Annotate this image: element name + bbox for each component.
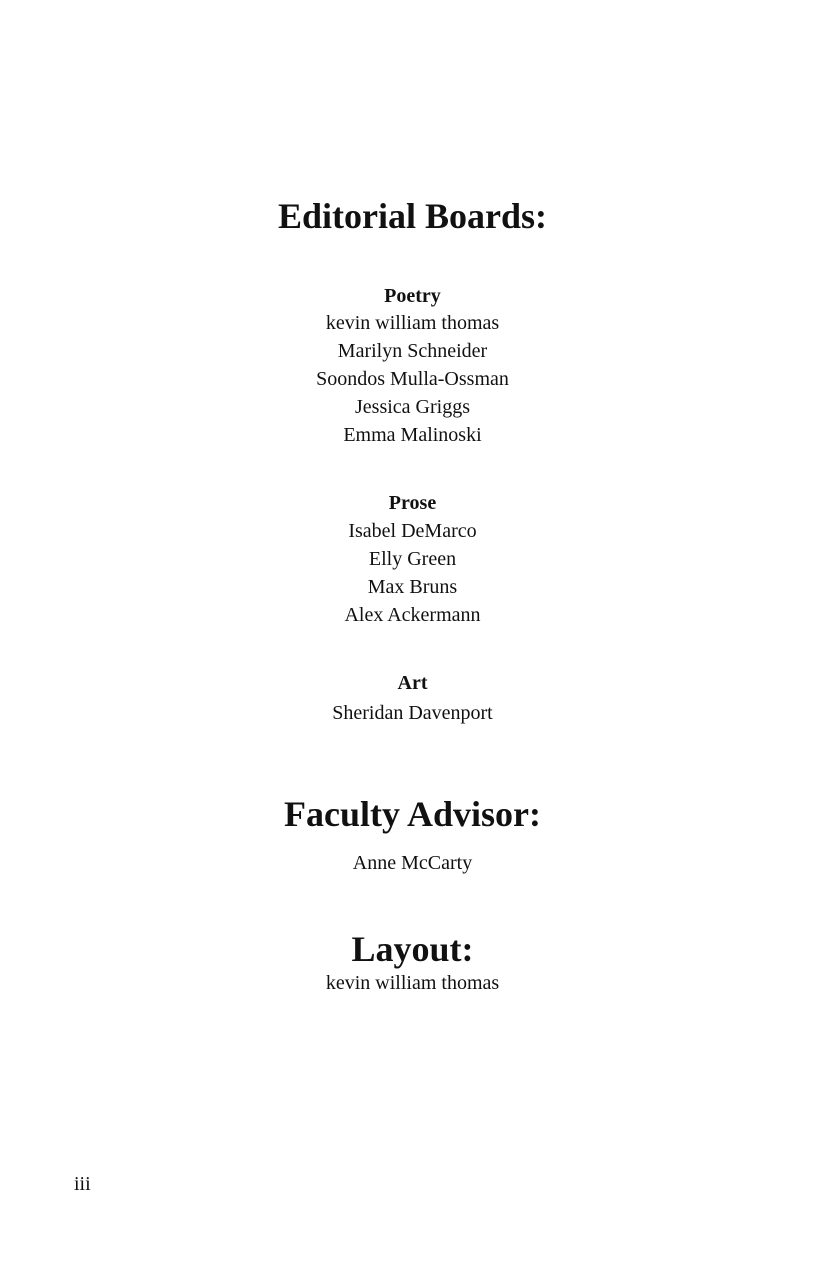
prose-label: Prose [388,492,437,514]
art-members [0,699,825,727]
poetry-label: Poetry [384,285,441,307]
poetry-member: Emma Malinoski [343,424,482,446]
faculty-advisor-heading: Faculty Advisor: [284,794,541,834]
editorial-boards-heading: Editorial Boards: [277,196,547,236]
prose-members [0,517,825,629]
layout-heading: Layout: [351,929,474,969]
faculty-advisor-name: Anne McCarty [352,852,473,874]
poetry-member: Marilyn Schneider [337,340,488,362]
prose-member: Max Bruns [367,576,458,598]
poetry-members [0,309,825,449]
art-label: Art [397,672,428,694]
prose-member: Isabel DeMarco [348,520,477,542]
prose-member: Elly Green [368,548,457,570]
art-member: Sheridan Davenport [332,702,493,724]
layout-name: kevin william thomas [325,972,500,994]
poetry-member: Jessica Griggs [355,396,470,418]
prose-member: Alex Ackermann [344,604,481,626]
poetry-member: Soondos Mulla-Ossman [316,368,509,390]
page-number: iii [74,1173,91,1195]
poetry-member: kevin william thomas [325,312,500,334]
